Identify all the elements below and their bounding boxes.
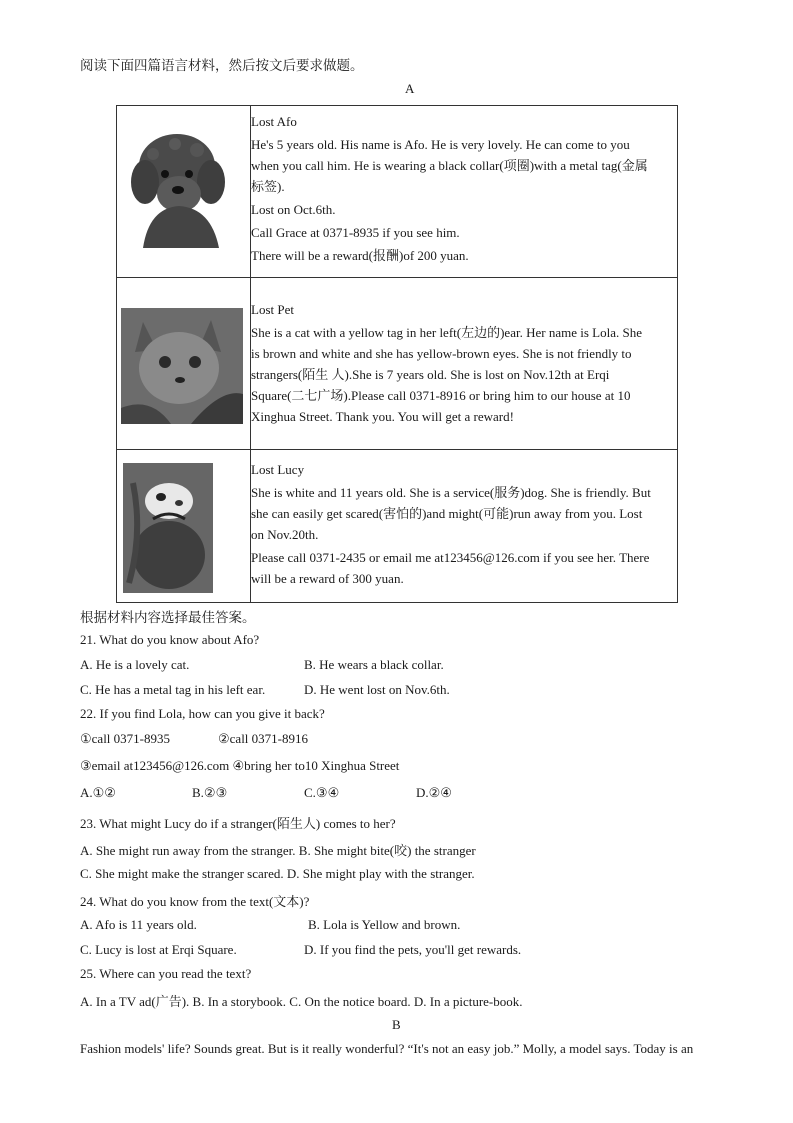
cell-divider xyxy=(250,106,251,277)
question-21: 21. What do you know about Afo? xyxy=(80,632,260,647)
ad-line: Call Grace at 0371-8935 if you see him. xyxy=(251,225,460,240)
cell-divider xyxy=(250,450,251,602)
option-22-2: ②call 0371-8916 xyxy=(218,731,308,746)
option-21c: C. He has a metal tag in his left ear. xyxy=(80,682,266,697)
option-23cd: C. She might make the stranger scared. D. She might play with the stranger. xyxy=(80,866,475,881)
instruction-header: 阅读下面四篇语言材料，然后按文后要求做题。 xyxy=(80,58,364,73)
question-22: 22. If you find Lola, how can you give it back? xyxy=(80,706,325,721)
ad-row-lola xyxy=(117,278,678,450)
section-b-label: B xyxy=(392,1017,401,1032)
ad-cell xyxy=(117,278,678,450)
option-22-1: ①call 0371-8935 xyxy=(80,731,170,746)
option-22c: C.③④ xyxy=(304,785,340,800)
ad-line: Lost on Oct.6th. xyxy=(251,202,336,217)
question-24: 24. What do you know from the text(文本)? xyxy=(80,894,310,909)
cell-divider xyxy=(250,278,251,449)
ad-line: She is white and 11 years old. She is a service(服务)dog. She is friendly. But xyxy=(251,485,651,500)
ad-line: Xinghua Street. Thank you. You will get a reward! xyxy=(251,409,514,424)
question-23: 23. What might Lucy do if a stranger(陌生人) comes to her? xyxy=(80,816,396,831)
ad-line: Please call 0371-2435 or email me at123456@126.com if you see her. There xyxy=(251,550,650,565)
option-21d: D. He went lost on Nov.6th. xyxy=(304,682,450,697)
option-24b: B. Lola is Yellow and brown. xyxy=(308,917,461,932)
ad-cell xyxy=(117,450,678,603)
ad-line: She is a cat with a yellow tag in her left(左边的)ear. Her name is Lola. She xyxy=(251,325,642,340)
ad-line: 标签). xyxy=(251,179,285,194)
option-22a: A.①② xyxy=(80,785,116,800)
lost-pet-ads-table xyxy=(116,105,678,603)
option-22d: D.②④ xyxy=(416,785,452,800)
ad-title: Lost Afo xyxy=(251,114,297,129)
option-24c: C. Lucy is lost at Erqi Square. xyxy=(80,942,237,957)
ad-line: she can easily get scared(害怕的)and might(可能)run away from you. Lost xyxy=(251,506,643,521)
ad-line: is brown and white and she has yellow-brown eyes. She is not friendly to xyxy=(251,346,632,361)
option-24d: D. If you find the pets, you'll get rewards. xyxy=(304,942,522,957)
option-24a: A. Afo is 11 years old. xyxy=(80,917,197,932)
passage-b-text: Fashion models' life? Sounds great. But is it really wonderful? “It's not an easy job.” Molly, a model says. Today is an xyxy=(80,1041,694,1056)
answer-instruction: 根据材料内容选择最佳答案。 xyxy=(80,610,256,625)
option-22-34: ③email at123456@126.com ④bring her to10 Xinghua Street xyxy=(80,758,400,773)
option-23ab: A. She might run away from the stranger. B. She might bite(咬) the stranger xyxy=(80,843,476,858)
dog-photo xyxy=(123,124,235,256)
dog-photo xyxy=(123,463,213,597)
ad-line: on Nov.20th. xyxy=(251,527,319,542)
ad-row-lucy xyxy=(117,450,678,603)
section-a-label: A xyxy=(405,81,415,96)
ad-title: Lost Lucy xyxy=(251,462,305,477)
question-25: 25. Where can you read the text? xyxy=(80,966,252,981)
ad-line: Square(二七广场).Please call 0371-8916 or bring him to our house at 10 xyxy=(251,388,631,403)
option-21b: B. He wears a black collar. xyxy=(304,657,444,672)
cat-photo xyxy=(121,308,243,428)
ad-line: will be a reward of 300 yuan. xyxy=(251,571,404,586)
ad-line: strangers(陌生 人).She is 7 years old. She is lost on Nov.12th at Erqi xyxy=(251,367,610,382)
options-25: A. In a TV ad(广告). B. In a storybook. C. On the notice board. D. In a picture-book. xyxy=(80,994,523,1009)
ad-title: Lost Pet xyxy=(251,302,294,317)
ad-line: when you call him. He is wearing a black collar(项圈)with a metal tag(金属 xyxy=(251,158,648,173)
ad-row-afo xyxy=(117,106,678,278)
ad-cell xyxy=(117,106,678,278)
option-21a: A. He is a lovely cat. xyxy=(80,657,190,672)
option-22b: B.②③ xyxy=(192,785,228,800)
ad-line: There will be a reward(报酬)of 200 yuan. xyxy=(251,248,469,263)
ad-line: He's 5 years old. His name is Afo. He is very lovely. He can come to you xyxy=(251,137,630,152)
